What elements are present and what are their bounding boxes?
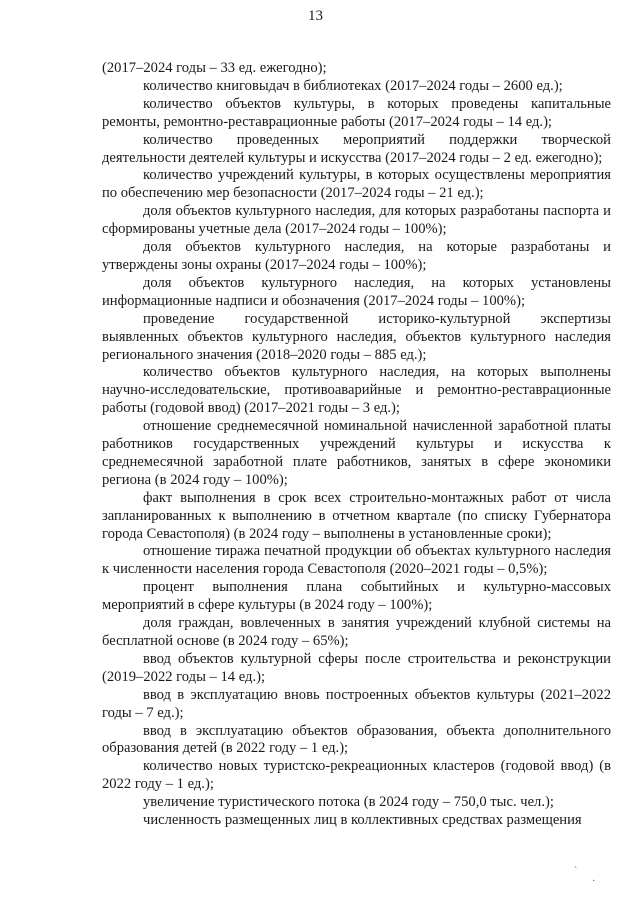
paragraph: количество проведенных мероприятий поддержки творческой деятельности деятелей культуры и искусства (2017–2024 годы – 2 ед. ежегодно); <box>102 131 611 166</box>
paragraph: численность размещенных лиц в коллективных средствах размещения <box>143 812 582 829</box>
scan-speck: · <box>592 876 596 887</box>
paragraph: процент выполнения плана событийных и культурно-массовых мероприятий в сфере культуры (в 2024 году – 100%); <box>102 579 611 614</box>
paragraph: отношение тиража печатной продукции об объектах культурного наследия к численности населения города Севастополя (2020–2021 годы – 0,5%); <box>102 543 611 578</box>
paragraph: доля объектов культурного наследия, на которых установлены информационные надписи и обозначения (2017–2024 годы – 100%); <box>102 274 611 309</box>
paragraph: количество объектов культуры, в которых проведены капитальные ремонты, ремонтно-реставрационные работы (2017–2024 годы – 14 ед.); <box>102 95 611 130</box>
paragraph: (2017–2024 годы – 33 ед. ежегодно); <box>102 60 327 76</box>
scan-speck: ˋ <box>574 866 578 877</box>
paragraph: доля граждан, вовлеченных в занятия учреждений клубной системы на бесплатной основе (в 2024 году – 65%); <box>102 615 611 649</box>
paragraph: количество объектов культурного наследия, на которых выполнены научно-исследовательские, противоаварийные и ремонтно-реставрационные работы (годовой ввод) (2017–2021 годы – 3 ед.); <box>102 364 611 417</box>
paragraph: отношение среднемесячной номинальной начисленной заработной платы работников государственных учреждений культуры и искусства к среднемесячной заработной плате работников, занятых в сфере экономики региона (в 2024 году – 100%); <box>102 418 611 488</box>
paragraph: доля объектов культурного наследия, для которых разработаны паспорта и сформированы учетные дела (2017–2024 годы – 100%); <box>102 203 611 238</box>
paragraph: факт выполнения в срок всех строительно-монтажных работ от числа запланированных к выполнению в отчетном квартале (по списку Губернатора города Севастополя) (в 2024 году – выполнены в установленные сроки); <box>102 489 611 542</box>
paragraph: увеличение туристического потока (в 2024 году – 750,0 тыс. чел.); <box>143 794 554 811</box>
paragraph: проведение государственной историко-культурной экспертизы выявленных объектов культурного наследия, объектов культурного наследия регионального значения (2018–2020 годы – 885 ед.); <box>102 310 611 363</box>
paragraph: количество новых туристско-рекреационных кластеров (годовой ввод) (в 2022 году – 1 ед.); <box>102 758 611 793</box>
page-number: 13 <box>308 8 323 24</box>
paragraph: ввод объектов культурной сферы после строительства и реконструкции (2019–2022 годы – 14 ед.); <box>102 650 611 685</box>
paragraph: количество учреждений культуры, в которых осуществлены мероприятия по обеспечению мер безопасности (2017–2024 годы – 21 ед.); <box>102 167 611 202</box>
paragraph: ввод в эксплуатацию объектов образования, объекта дополнительного образования детей (в 2022 году – 1 ед.); <box>102 722 611 757</box>
paragraph: доля объектов культурного наследия, на которые разработаны и утверждены зоны охраны (2017–2024 годы – 100%); <box>102 239 611 273</box>
document-body <box>102 60 611 830</box>
paragraph: ввод в эксплуатацию вновь построенных объектов культуры (2021–2022 годы – 7 ед.); <box>102 686 611 721</box>
paragraph: количество книговыдач в библиотеках (2017–2024 годы – 2600 ед.); <box>143 77 563 94</box>
